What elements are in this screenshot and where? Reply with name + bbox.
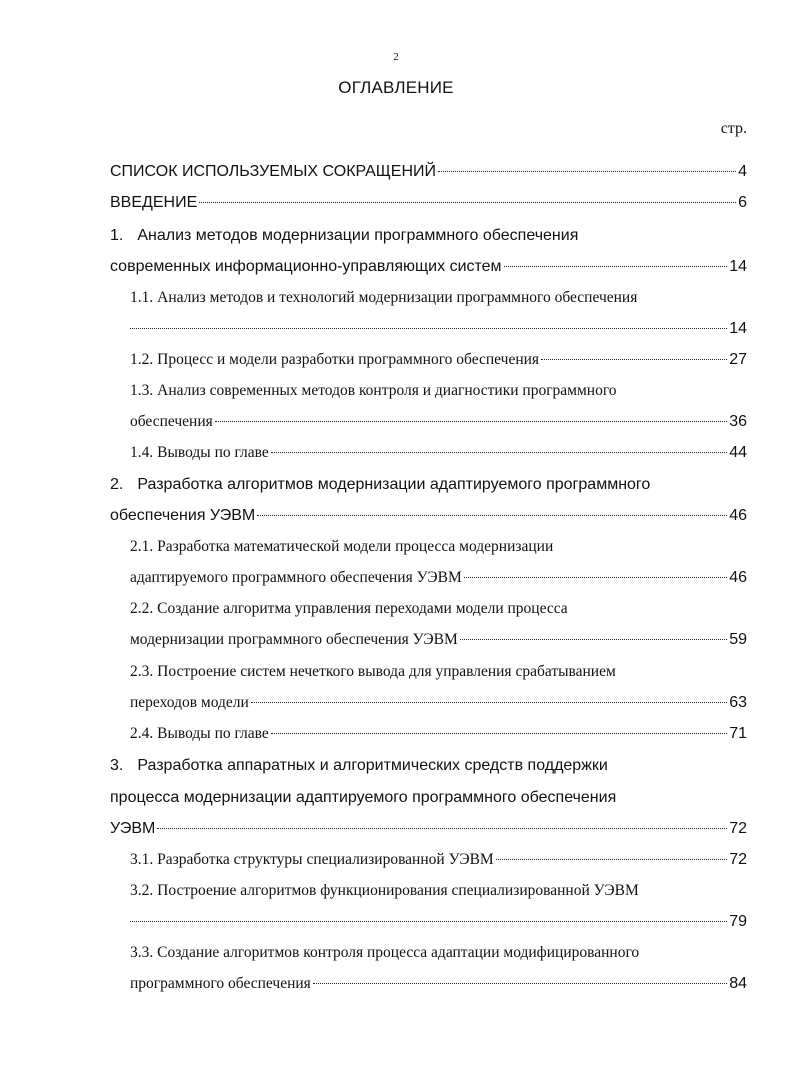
dot-leader bbox=[464, 577, 727, 578]
toc-entry-page: 14 bbox=[729, 320, 747, 337]
toc-entry-title: 2.1. Разработка математической модели процесса модернизации bbox=[130, 538, 554, 555]
toc-entry-page: 36 bbox=[729, 413, 747, 430]
toc-section-2-4[interactable] bbox=[130, 724, 747, 744]
toc-chapter-1-line2[interactable] bbox=[110, 257, 747, 277]
toc-section-2-3-line2[interactable] bbox=[130, 693, 747, 713]
toc-entry-page: 14 bbox=[729, 258, 747, 275]
dot-leader bbox=[130, 921, 727, 922]
toc-section-3-1[interactable] bbox=[130, 850, 747, 870]
toc-entry-title: Разработка аппаратных и алгоритмических средств поддержки bbox=[137, 757, 608, 774]
toc-entry-page: 79 bbox=[729, 913, 747, 930]
toc-entry-page: 59 bbox=[729, 631, 747, 648]
toc-section-2-3-line1[interactable] bbox=[130, 662, 616, 682]
toc-entry-title-cont: переходов модели bbox=[130, 694, 249, 711]
dot-leader bbox=[438, 171, 736, 172]
chapter-number: 2. bbox=[110, 476, 124, 493]
toc-entry-title: 3.1. Разработка структуры специализированной УЭВМ bbox=[130, 851, 494, 868]
toc-entry-introduction[interactable] bbox=[110, 193, 747, 213]
toc-section-2-1-line1[interactable] bbox=[130, 537, 553, 557]
dot-leader bbox=[271, 733, 727, 734]
dot-leader bbox=[199, 202, 736, 203]
toc-entry-title: Разработка алгоритмов модернизации адаптируемого программного bbox=[137, 476, 651, 493]
toc-section-1-1-line2[interactable] bbox=[130, 319, 747, 339]
toc-entry-title-cont: обеспечения УЭВМ bbox=[110, 507, 256, 524]
toc-section-2-2-line1[interactable] bbox=[130, 599, 568, 619]
toc-entry-page: 84 bbox=[729, 975, 747, 992]
dot-leader bbox=[504, 266, 728, 267]
toc-entry-title: СПИСОК ИСПОЛЬЗУЕМЫХ СОКРАЩЕНИЙ bbox=[110, 163, 437, 180]
toc-entry-title-cont: процесса модернизации адаптируемого программного обеспечения bbox=[110, 789, 617, 806]
dot-leader bbox=[460, 639, 727, 640]
dot-leader bbox=[313, 983, 727, 984]
toc-entry-page: 4 bbox=[738, 163, 747, 180]
toc-entry-page: 72 bbox=[729, 851, 747, 868]
toc-section-3-2-line1[interactable] bbox=[130, 881, 639, 901]
toc-chapter-2-line1[interactable] bbox=[110, 475, 650, 495]
toc-section-1-3-line1[interactable] bbox=[130, 381, 617, 401]
chapter-number: 3. bbox=[110, 757, 124, 774]
toc-entry-title: 2.4. Выводы по главе bbox=[130, 725, 269, 742]
toc-section-1-3-line2[interactable] bbox=[130, 412, 747, 432]
toc-entry-page: 6 bbox=[738, 194, 747, 211]
toc-entry-title-cont: модернизации программного обеспечения УЭВМ bbox=[130, 631, 458, 648]
dot-leader bbox=[541, 359, 727, 360]
dot-leader bbox=[215, 421, 727, 422]
toc-entry-abbreviations[interactable] bbox=[110, 162, 747, 182]
chapter-number: 1. bbox=[110, 227, 124, 244]
toc-entry-page: 44 bbox=[729, 444, 747, 461]
page-title: ОГЛАВЛЕНИЕ bbox=[338, 78, 454, 97]
toc-entry-title: 1.2. Процесс и модели разработки программного обеспечения bbox=[130, 351, 540, 368]
toc-entry-title: 1.1. Анализ методов и технологий модернизации программного обеспечения bbox=[130, 289, 638, 306]
toc-entry-title-cont: обеспечения bbox=[130, 413, 213, 430]
toc-entry-title: Анализ методов модернизации программного обеспечения bbox=[137, 227, 579, 244]
toc-chapter-3-line2[interactable] bbox=[110, 788, 616, 808]
dot-leader bbox=[157, 828, 727, 829]
toc-chapter-1-line1[interactable] bbox=[110, 226, 578, 246]
dot-leader bbox=[251, 702, 727, 703]
toc-entry-page: 71 bbox=[729, 725, 747, 742]
toc-entry-title-cont: современных информационно-управляющих систем bbox=[110, 258, 502, 275]
page-column-label: стр. bbox=[720, 120, 747, 137]
toc-chapter-3-line3[interactable] bbox=[110, 819, 747, 839]
toc-entry-title: 1.4. Выводы по главе bbox=[130, 444, 269, 461]
toc-entry-page: 27 bbox=[729, 351, 747, 368]
toc-section-1-4[interactable] bbox=[130, 443, 747, 463]
page-number: 2 bbox=[393, 51, 399, 63]
toc-entry-title: 3.3. Создание алгоритмов контроля процесса адаптации модифицированного bbox=[130, 944, 640, 961]
toc-chapter-3-line1[interactable] bbox=[110, 756, 608, 776]
toc-entry-page: 46 bbox=[729, 569, 747, 586]
toc-entry-page: 72 bbox=[729, 820, 747, 837]
toc-entry-title: 3.2. Построение алгоритмов функционирования специализированной УЭВМ bbox=[130, 882, 639, 899]
toc-section-3-3-line1[interactable] bbox=[130, 943, 639, 963]
toc-entry-title-cont: программного обеспечения bbox=[130, 975, 311, 992]
dot-leader bbox=[496, 859, 728, 860]
toc-section-3-2-line2[interactable] bbox=[130, 912, 747, 932]
toc-entry-title: ВВЕДЕНИЕ bbox=[110, 194, 198, 211]
toc-chapter-2-line2[interactable] bbox=[110, 506, 747, 526]
toc-entry-page: 63 bbox=[729, 694, 747, 711]
toc-section-2-1-line2[interactable] bbox=[130, 568, 747, 588]
toc-entry-title-cont: УЭВМ bbox=[110, 820, 156, 837]
toc-section-3-3-line2[interactable] bbox=[130, 974, 747, 994]
dot-leader bbox=[271, 452, 727, 453]
dot-leader bbox=[130, 328, 727, 329]
toc-section-2-2-line2[interactable] bbox=[130, 630, 747, 650]
toc-entry-title: 1.3. Анализ современных методов контроля и диагностики программного bbox=[130, 382, 617, 399]
toc-section-1-2[interactable] bbox=[130, 350, 747, 370]
toc-section-1-1-line1[interactable] bbox=[130, 288, 637, 308]
toc-entry-title-cont: адаптируемого программного обеспечения УЭВМ bbox=[130, 569, 462, 586]
toc-entry-page: 46 bbox=[729, 507, 747, 524]
toc-entry-title: 2.2. Создание алгоритма управления переходами модели процесса bbox=[130, 600, 568, 617]
toc-entry-title: 2.3. Построение систем нечеткого вывода для управления срабатыванием bbox=[130, 663, 616, 680]
dot-leader bbox=[257, 515, 727, 516]
